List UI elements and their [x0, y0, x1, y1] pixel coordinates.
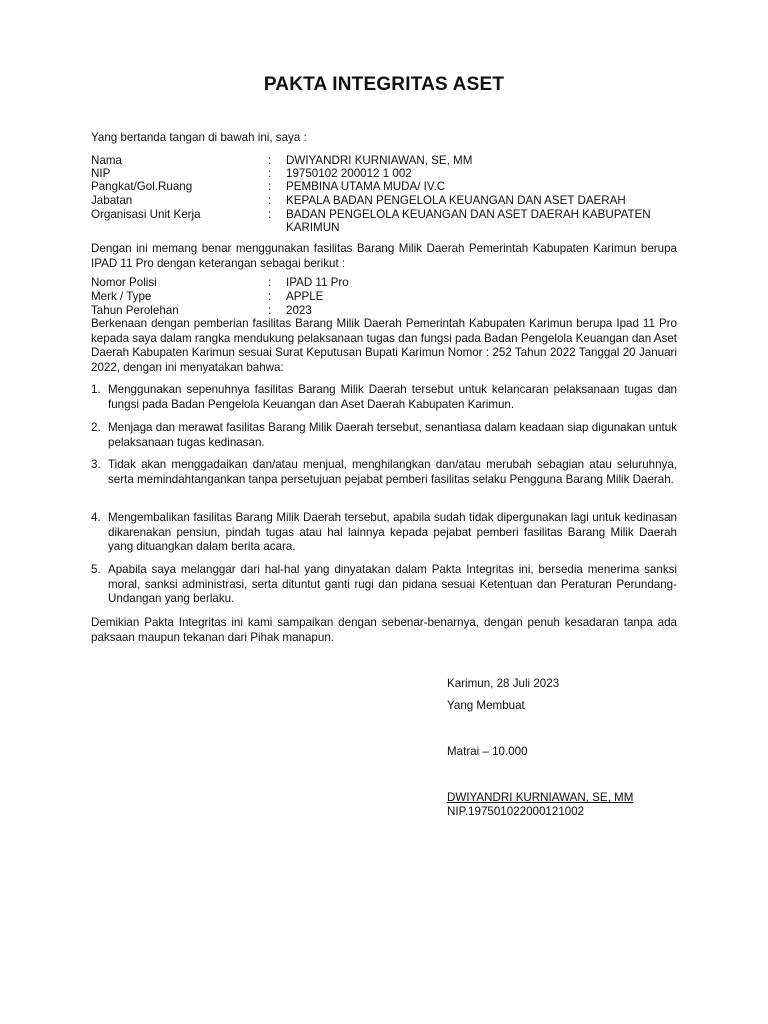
- list-text: Tidak akan menggadaikan dan/atau menjual, menghilangkan dan/atau merubah sebagian atau seluruhnya, serta memindahtangankan tanpa persetujuan pejabat pemberi fasilitas selaku Pengguna Barang Milik Daerah.: [108, 458, 677, 486]
- identity-label: Jabatan: [91, 194, 133, 207]
- asset-colon: :: [268, 304, 272, 317]
- identity-colon: :: [268, 180, 272, 193]
- asset-colon: :: [268, 290, 272, 303]
- list-text: Apabila saya melanggar dari hal-hal yang dinyatakan dalam Pakta Integritas ini, bersedia menerima sanksi moral, sanksi administrasi, serta dituntut ganti rugi dan pidana sesuai Ketentuan dan Peraturan Perundang-Undangan yang berlaku.: [108, 563, 677, 606]
- signature-place-date: Karimun, 28 Juli 2023: [447, 677, 560, 690]
- identity-label: NIP: [91, 167, 111, 180]
- identity-label: Pangkat/Gol.Ruang: [91, 180, 193, 193]
- asset-row-merk: [91, 290, 677, 304]
- asset-value: IPAD 11 Pro: [286, 276, 349, 289]
- list-item: [91, 421, 677, 450]
- list-text: Mengembalikan fasilitas Barang Milik Daerah tersebut, apabila sudah tidak dipergunakan lagi untuk kedinasan dikarenakan pensiun, pindah tugas atau hal lainnya kepada pejabat pemberi fasilitas Barang Milik Daerah yang dituangkan dalam berita acara.: [108, 511, 677, 554]
- list-item: [91, 458, 677, 487]
- list-number: 3.: [91, 458, 101, 471]
- identity-row-nip: [91, 167, 677, 181]
- identity-row-nama: [91, 154, 677, 168]
- identity-label: Organisasi Unit Kerja: [91, 208, 201, 221]
- identity-row-pangkat: [91, 180, 677, 194]
- identity-label: Nama: [91, 154, 122, 167]
- signature-nip: NIP.197501022000121002: [447, 805, 585, 818]
- identity-value: PEMBINA UTAMA MUDA/ IV.C: [286, 180, 446, 193]
- document-title: PAKTA INTEGRITAS ASET: [263, 74, 505, 95]
- signature-stamp: Matrai – 10.000: [447, 745, 528, 758]
- intro-text: Yang bertanda tangan di bawah ini, saya :: [91, 131, 307, 144]
- asset-row-tahun: [91, 304, 677, 318]
- asset-row-nomor: [91, 276, 677, 290]
- asset-label: Tahun Perolehan: [91, 304, 179, 317]
- identity-value: DWIYANDRI KURNIAWAN, SE, MM: [286, 154, 473, 167]
- identity-colon: :: [268, 167, 272, 180]
- declaration-paragraph: Berkenaan dengan pemberian fasilitas Barang Milik Daerah Pemerintah Kabupaten Karimun berupa Ipad 11 Pro kepada saya dalam rangka mendukung pelaksanaan tugas dan fungsi pada Badan Pengelola Keuangan dan Aset Daerah Kabupaten Karimun sesuai Surat Keputusan Bupati Karimun Nomor : 252 Tahun 2022 Tanggal 20 Januari 2022, dengan ini menyatakan bahwa:: [91, 317, 677, 374]
- asset-colon: :: [268, 276, 272, 289]
- list-item: [91, 563, 677, 607]
- list-item: [91, 511, 677, 555]
- statement-paragraph: Dengan ini memang benar menggunakan fasilitas Barang Milik Daerah Pemerintah Kabupaten Karimun berupa IPAD 11 Pro dengan keterangan sebagai berikut :: [91, 242, 677, 270]
- list-number: 1.: [91, 383, 101, 396]
- identity-colon: :: [268, 208, 272, 221]
- list-text: Menjaga dan merawat fasilitas Barang Milik Daerah tersebut, senantiasa dalam keadaan siap digunakan untuk pelaksanaan tugas kedinasan.: [108, 421, 677, 449]
- asset-label: Merk / Type: [91, 290, 152, 303]
- identity-row-organisasi: [91, 208, 677, 236]
- list-number: 5.: [91, 563, 101, 576]
- identity-value: KEPALA BADAN PENGELOLA KEUANGAN DAN ASET DAERAH: [286, 194, 626, 207]
- asset-value: APPLE: [286, 290, 324, 303]
- identity-colon: :: [268, 154, 272, 167]
- list-item: [91, 383, 677, 412]
- identity-value: 19750102 200012 1 002: [286, 167, 412, 180]
- asset-value: 2023: [286, 304, 312, 317]
- identity-value: BADAN PENGELOLA KEUANGAN DAN ASET DAERAH KABUPATEN KARIMUN: [286, 208, 651, 234]
- list-text: Menggunakan sepenuhnya fasilitas Barang Milik Daerah tersebut untuk kelancaran pelaksanaan tugas dan fungsi pada Badan Pengelola Keuangan dan Aset Daerah Kabupaten Karimun.: [108, 383, 677, 411]
- asset-label: Nomor Polisi: [91, 276, 157, 289]
- list-number: 4.: [91, 511, 101, 524]
- signature-name: DWIYANDRI KURNIAWAN, SE, MM: [447, 791, 634, 804]
- list-number: 2.: [91, 421, 101, 434]
- closing-paragraph: Demikian Pakta Integritas ini kami sampaikan dengan sebenar-benarnya, dengan penuh kesadaran tanpa ada paksaan maupun tekanan dari Pihak manapun.: [91, 616, 677, 644]
- signature-role: Yang Membuat: [447, 699, 525, 712]
- identity-row-jabatan: [91, 194, 677, 208]
- identity-colon: :: [268, 194, 272, 207]
